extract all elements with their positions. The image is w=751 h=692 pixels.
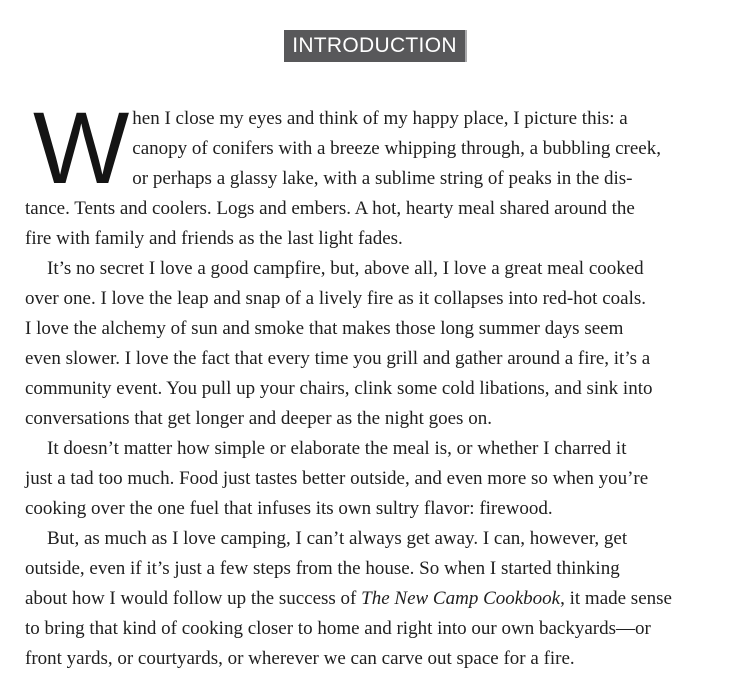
text-line: [25, 404, 726, 434]
text-line: [25, 464, 726, 494]
text-segment: hen I close my eyes and think of my happy place, I picture this: a: [132, 108, 628, 129]
text-line: [25, 344, 726, 374]
text-line: [25, 374, 726, 404]
text-line: [25, 644, 726, 674]
paragraph: [25, 91, 726, 254]
paragraph: [25, 254, 726, 434]
text-segment: cooking over the one fuel that infuses its own sultry flavor: firewood.: [25, 498, 553, 519]
text-segment: over one. I love the leap and snap of a lively fire as it collapses into red-hot coals.: [25, 288, 646, 309]
text-segment: outside, even if it’s just a few steps from the house. So when I started thinking: [25, 558, 620, 579]
text-line: [25, 554, 726, 584]
text-segment: to bring that kind of cooking closer to home and right into our own backyards—or: [25, 618, 651, 639]
text-segment: front yards, or courtyards, or wherever we can carve out space for a fire.: [25, 648, 575, 669]
text-segment: fire with family and friends as the last light fades.: [25, 228, 403, 249]
text-line: [25, 434, 726, 464]
text-line: [25, 254, 726, 284]
text-line: [25, 194, 726, 224]
text-segment: conversations that get longer and deeper as the night goes on.: [25, 408, 492, 429]
text-segment: even slower. I love the fact that every time you grill and gather around a fire, it’s a: [25, 348, 651, 369]
text-line: [25, 614, 726, 644]
text-line: [25, 224, 726, 254]
book-title-italic: The New Camp Cookbook: [361, 588, 561, 609]
text-line: [25, 524, 726, 554]
text-segment: community event. You pull up your chairs, clink some cold libations, and sink into: [25, 378, 653, 399]
text-segment: just a tad too much. Food just tastes better outside, and even more so when you’re: [25, 468, 649, 489]
text-segment: It’s no secret I love a good campfire, but, above all, I love a great meal cooked: [47, 258, 644, 279]
text-segment: tance. Tents and coolers. Logs and embers. A hot, hearty meal shared around the: [25, 198, 635, 219]
text-segment: or perhaps a glassy lake, with a sublime string of peaks in the dis-: [132, 168, 633, 189]
text-segment: I love the alchemy of sun and smoke that makes those long summer days seem: [25, 318, 624, 339]
text-line: [25, 164, 726, 194]
text-line: [25, 104, 726, 134]
text-segment: , it made sense: [560, 588, 672, 609]
text-line: [25, 494, 726, 524]
text-line: [25, 584, 726, 614]
text-segment: It doesn’t matter how simple or elaborate the meal is, or whether I charred it: [47, 438, 627, 459]
drop-cap: W: [33, 91, 130, 205]
text-line: [25, 314, 726, 344]
paragraph: [25, 434, 726, 524]
chapter-heading-badge: INTRODUCTION: [284, 30, 467, 62]
text-segment: about how I would follow up the success of: [25, 588, 362, 609]
text-line: [25, 284, 726, 314]
introduction-body-text: [25, 91, 726, 674]
paragraph: [25, 524, 726, 674]
text-line: [25, 134, 726, 164]
text-segment: But, as much as I love camping, I can’t always get away. I can, however, get: [47, 528, 628, 549]
text-segment: canopy of conifers with a breeze whipping through, a bubbling creek,: [132, 138, 661, 159]
